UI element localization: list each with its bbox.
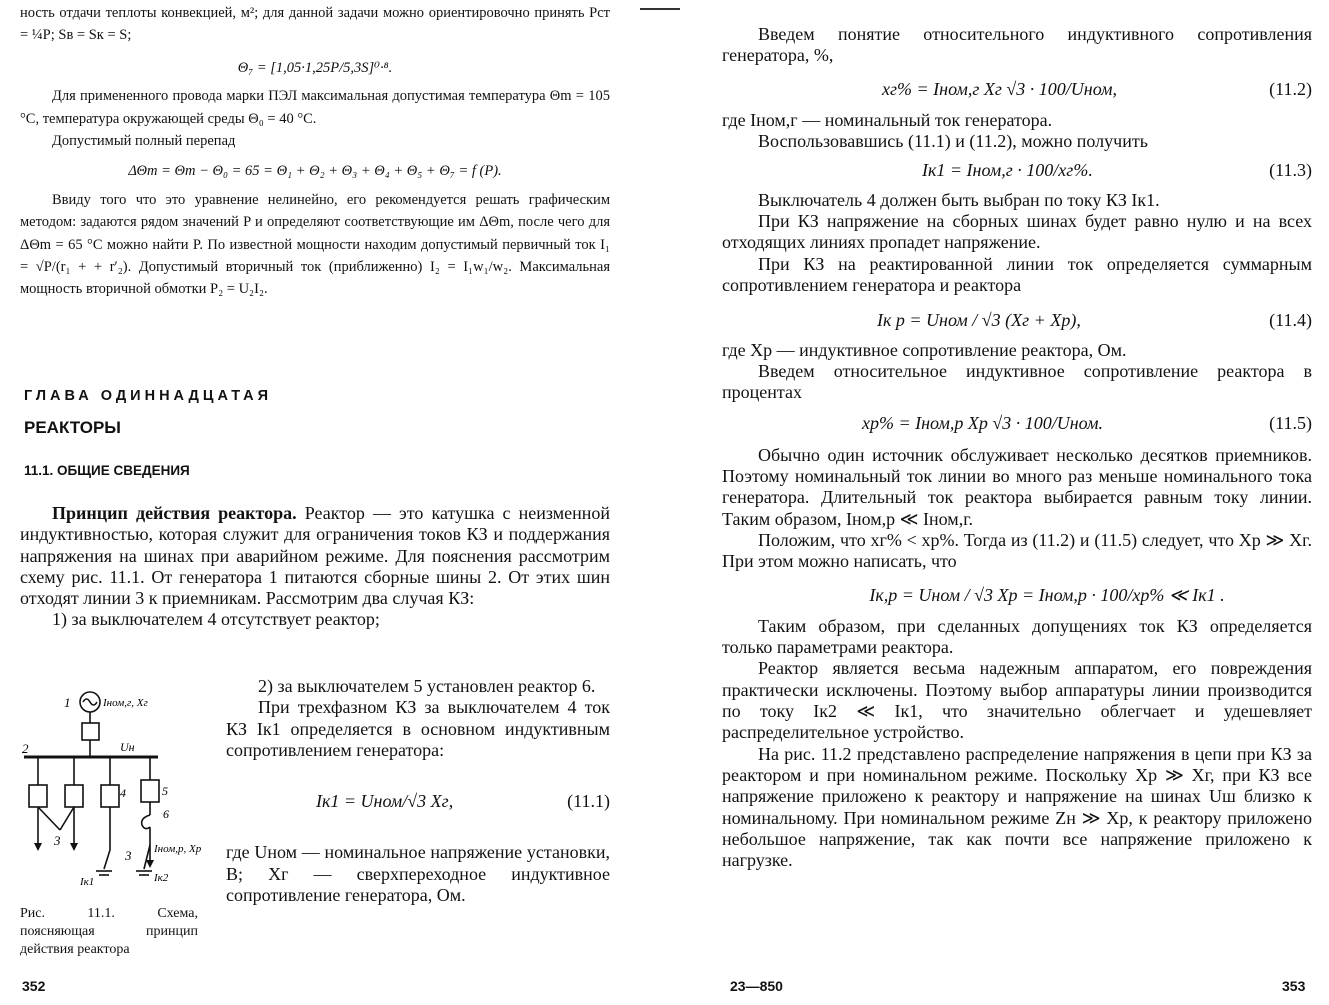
left-page (20, 0, 610, 1005)
paragraph-lead: Принцип действия реактора. (52, 503, 297, 523)
right-paragraph-4: Выключатель 4 должен быть выбран по току КЗ Iк1. (758, 189, 1160, 210)
left-formula-2: ΔΘm = Θm − Θ₀ = 65 = Θ₁ + Θ₂ + Θ₃ + Θ₄ + Θ₅ + Θ₇ = f (P). (128, 163, 502, 180)
fig-label-6: 6 (163, 807, 169, 821)
fig-label-bus: Uн (120, 740, 135, 754)
right-paragraph-13: На рис. 11.2 представлено распределение напряжения в цепи при КЗ за реактором и при номинальном режиме. Поскольку Xр ≫ Xг, при КЗ все напряжение приложено к реактору и напряжение на шинах Uш близко к номинальному. При номинальном режиме Zн ≫ Xр, к реактору приложено небольшое напряжение, так как почти все напряжение приложено к нагрузке. (722, 743, 1312, 871)
figure-caption: Рис. 11.1. Схема, поясняющая принцип действия реактора (20, 906, 198, 957)
fig-label-3a: 3 (54, 833, 61, 848)
page-number-left: 352 (22, 978, 46, 994)
chapter-title: РЕАКТОРЫ (24, 418, 121, 437)
figure-11-1 (20, 685, 225, 888)
right-formula-11-4-number: (11.4) (1269, 310, 1312, 331)
right-page (722, 0, 1318, 1005)
right-formula-11-2: xг% = Iном,г Xг √3 · 100/Uном, (882, 78, 1118, 99)
fig-label-k1: Iк1 (80, 876, 95, 888)
right-formula-11-4: Iк р = Uном / √3 (Xг + Xр), (877, 310, 1081, 331)
left-paragraph-6: 1) за выключателем 4 отсутствует реактор; (52, 609, 380, 630)
right-formula-11-5-number: (11.5) (1269, 413, 1312, 434)
reactor-schematic (20, 685, 225, 890)
left-formula-3: Iк1 = Uном/√3 Xг, (316, 791, 454, 812)
right-paragraph-1: Введем понятие относительного индуктивного сопротивления генератора, %, (722, 24, 1312, 66)
left-paragraph-7: 2) за выключателем 5 установлен реактор 6. (258, 676, 596, 696)
fig-label-4: 4 (120, 786, 126, 800)
left-paragraph-5: Реактор — это катушка с неизменной индуктивностью, которая служит для ограничения токов КЗ и поддержания напряжения на шинах при аварийном режиме. Для пояснения рассмотрим схему рис. 11.1. От генератора 1 питаются сборные шины 2. От этих шин отходят линии 3 к приемникам. Рассмотрим два случая КЗ: (20, 503, 610, 609)
right-formula-11-3-number: (11.3) (1269, 160, 1312, 181)
left-paragraph-1: ность отдачи теплоты конвекцией, м²; для данной задачи можно ориентировочно принять Pст = ¼P; Sв = Sк = S; (20, 5, 610, 44)
right-paragraph-9: Обычно один источник обслуживает несколько десятков приемников. Поэтому номинальный ток линии во много раз меньше номинального тока генератора. Длительный ток реактора выбирается равным току линии. Таким образом, Iном,р ≪ Iном,г. (722, 444, 1312, 529)
right-formula-11-2-number: (11.2) (1269, 78, 1312, 99)
section-title: 11.1. ОБЩИЕ СВЕДЕНИЯ (24, 463, 190, 478)
fig-label-line: Iном,р, Xр (154, 843, 202, 855)
right-formula-6: Iк,р = Uном / √3 Xр = Iном,р · 100/xр% ≪ Iк1 . (869, 584, 1225, 605)
right-paragraph-5: При КЗ напряжение на сборных шинах будет равно нулю и на всех отходящих линиях пропадет напряжение. (722, 211, 1312, 253)
fig-label-generator: Iном,г, Xг (103, 697, 148, 709)
right-formula-11-3: Iк1 = Iном,г · 100/xг%. (922, 160, 1093, 181)
left-paragraph-4: Ввиду того что это уравнение нелинейно, его рекомендуется решать графическим методом: задаются рядом значений P и определяют соответствующие им ΔΘm, после чего для ΔΘm = 65 °C можно найти P. По известной мощности находим допустимый первичный ток I₁ = √P/(r₁ + + r′₂). Допустимый вторичный ток (приближенно) I₂ = I₁w₁/w₂. Максимальная мощность вторичной обмотки P₂ = U₂I₂. (20, 191, 610, 298)
page-number-right: 353 (1282, 978, 1306, 994)
footer-code: 23—850 (730, 978, 783, 994)
fig-label-5: 5 (162, 784, 168, 798)
left-paragraph-3: Допустимый полный перепад (52, 133, 236, 150)
right-formula-11-5: xр% = Iном,р Xр √3 · 100/Uном. (862, 413, 1103, 434)
left-formula-1: Θ₇ = [1,05·1,25P/5,3S]⁰·⁸. (237, 59, 393, 76)
right-paragraph-12: Реактор является весьма надежным аппаратом, его повреждения практически исключены. Поэтому выбор аппаратуры линии производится по току Iк2 ≪ Iк1, что значительно облегчает и удешевляет распределительное устройство. (722, 658, 1312, 743)
left-paragraph-2: Для примененного провода марки ПЭЛ максимальная допустимая температура Θm = 105 °C, температура окружающей среды Θ₀ = 40 °C. (20, 88, 610, 127)
fig-label-k2: Iк2 (154, 872, 169, 884)
chapter-label: ГЛАВА ОДИННАДЦАТАЯ (24, 388, 273, 404)
right-paragraph-2: где Iном,г — номинальный ток генератора. (722, 109, 1053, 130)
right-paragraph-6: При КЗ на реактированной линии ток определяется суммарным сопротивлением генератора и реактора (722, 253, 1312, 295)
right-paragraph-8: Введем относительное индуктивное сопротивление реактора в процентах (722, 360, 1312, 403)
left-paragraph-9: где Uном — номинальное напряжение установки, В; Xг — сверхпереходное индуктивное сопротивление генератора, Ом. (226, 842, 610, 906)
fig-label-3b: 3 (125, 848, 132, 863)
left-formula-3-number: (11.1) (567, 791, 610, 812)
right-paragraph-3: Воспользовавшись (11.1) и (11.2), можно получить (758, 131, 1148, 152)
left-paragraph-8: При трехфазном КЗ за выключателем 4 ток КЗ Iк1 определяется в основном индуктивным сопротивлением генератора: (226, 697, 610, 760)
fig-label-1: 1 (64, 695, 71, 710)
right-paragraph-11: Таким образом, при сделанных допущениях ток КЗ определяется только параметрами реактора. (722, 615, 1312, 658)
fig-label-2: 2 (22, 741, 29, 756)
top-rule (640, 8, 680, 10)
right-paragraph-10: Положим, что xг% < xр%. Тогда из (11.2) и (11.5) следует, что Xр ≫ Xг. При этом можно написать, что (722, 529, 1312, 572)
right-paragraph-7: где Xр — индуктивное сопротивление реактора, Ом. (722, 339, 1127, 360)
